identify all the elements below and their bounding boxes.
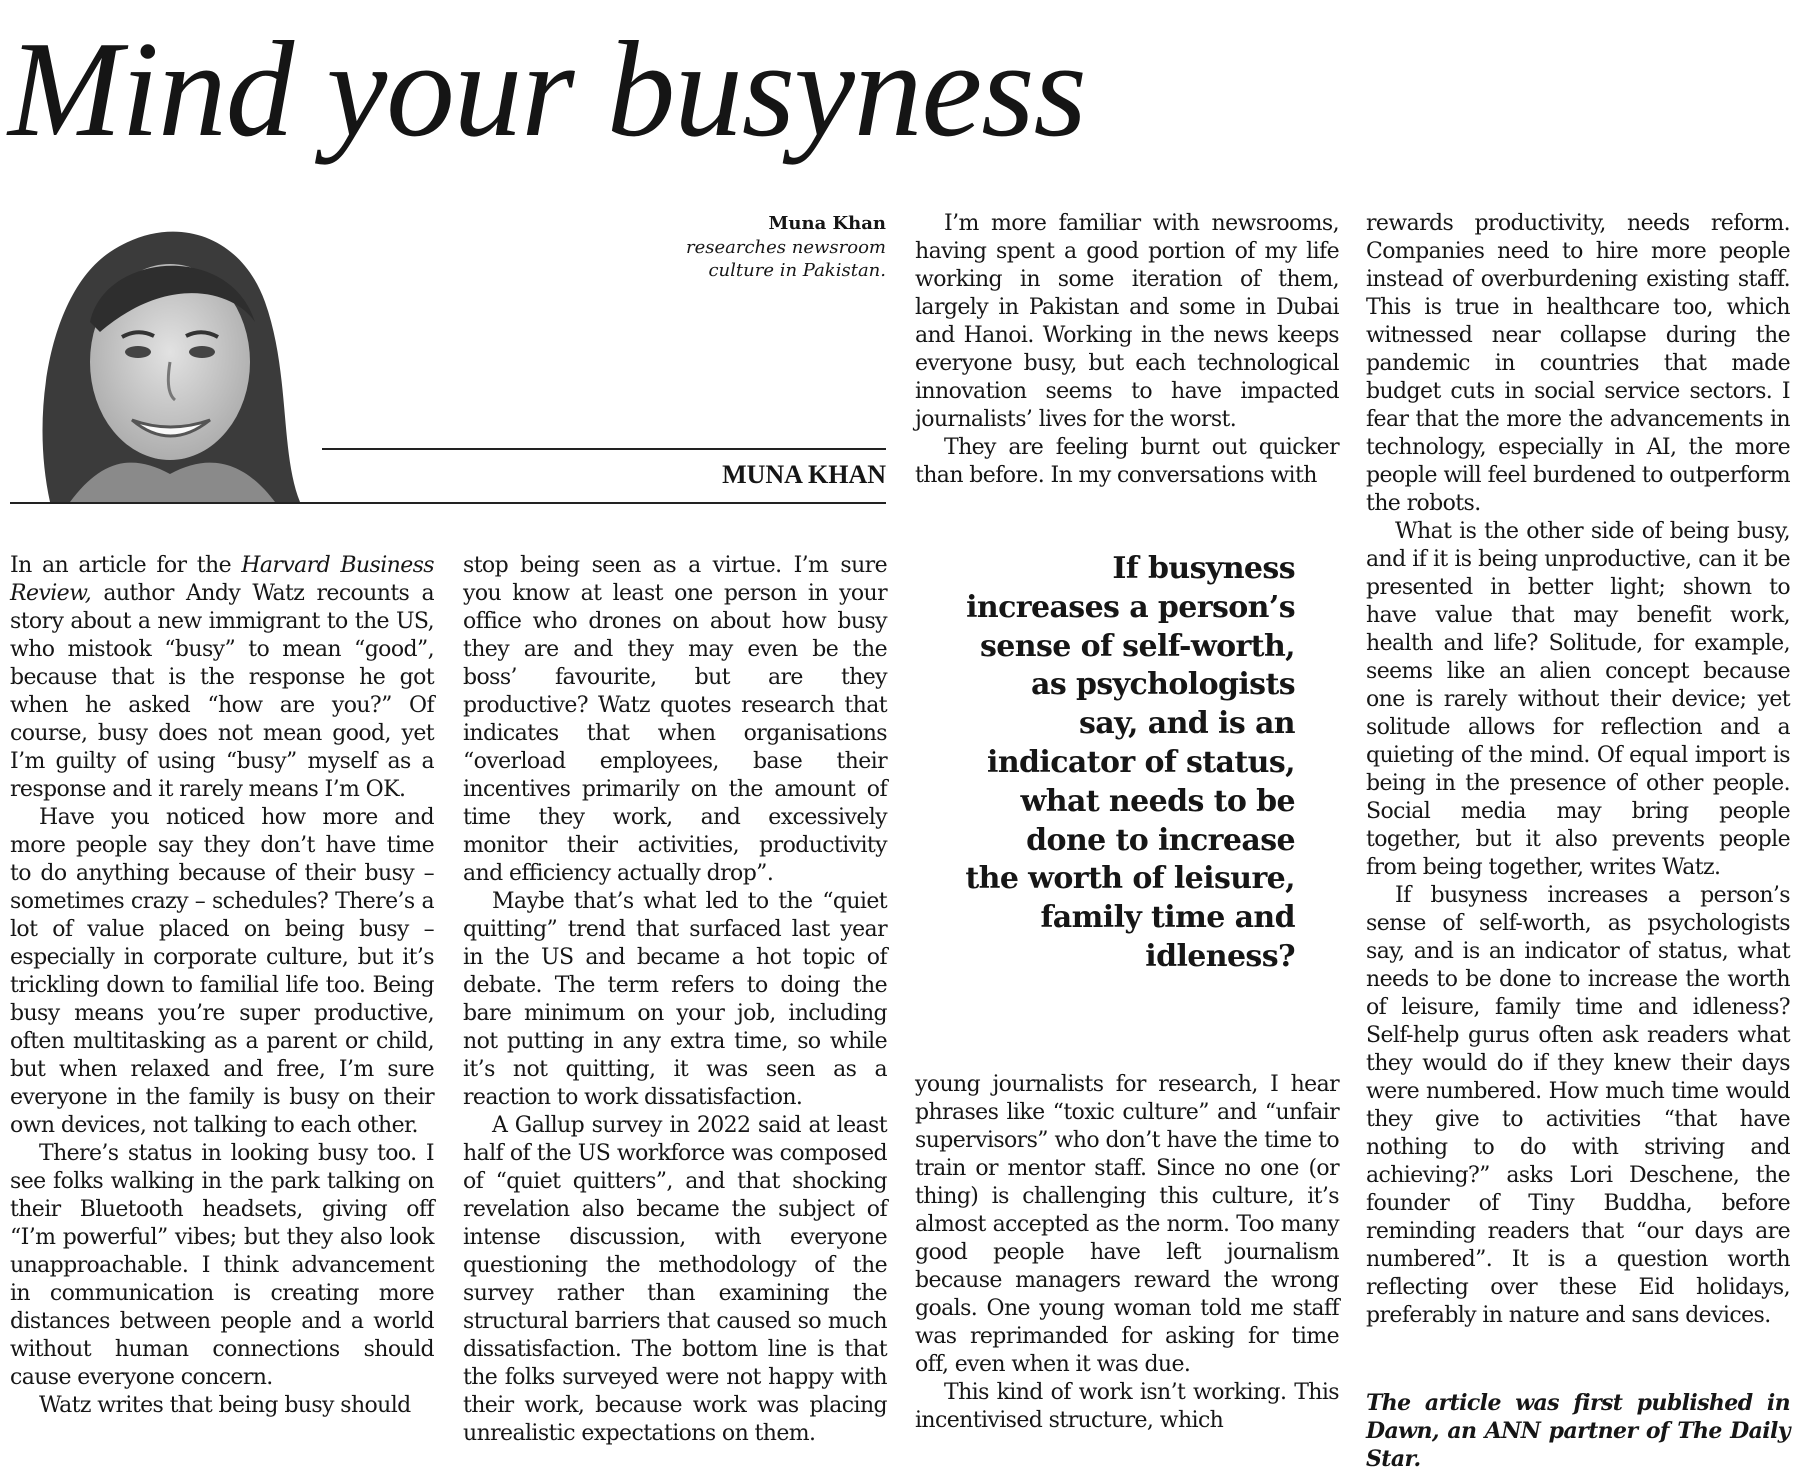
author-info (636, 212, 886, 282)
paragraph: They are feeling burnt out quicker than before. In my conversations with (915, 435, 1339, 488)
paragraph: If busyness increases a person’s sense of self-worth, as psychologists say, and is an indicator of status, what needs to be done to increase the worth of leisure, family time and idleness? Self-help gurus often ask readers what they would do if they knew their days were numbered. How much time would they give to activities “that have nothing to do with striving and achieving?” asks Lori Deschene, the founder of Tiny Buddha, before reminding readers that “our days are numbered”. It is a question worth reflecting over these Eid holidays, preferably in nature and sans devices. (1366, 883, 1790, 1328)
publication-credit: The article was first published in Dawn, an ANN partner of The Daily Star. (1366, 1390, 1790, 1472)
column-4 (1366, 210, 1790, 1330)
paragraph: There’s status in looking busy too. I see folks walking in the park talking on their Bluetooth headsets, giving off “I’m powerful” vibes; but they also look unapproachable. I think advancement in communication is creating more distances between people and a world without human connections should cause everyone concern. (10, 1141, 434, 1390)
paragraph: stop being seen as a virtue. I’m sure you know at least one person in your office who drones on about how busy they are and they may even be the boss’ favourite, but are they productive? Watz quotes research that indicates that when organisations “overload employees, base their incentives primarily on the amount of time they work, and excessively monitor their activities, productivity and efficiency actually drop”. (463, 553, 887, 886)
byline-rule-bottom (10, 502, 886, 504)
byline: MUNA KHAN (722, 460, 886, 489)
byline-rule-top (322, 448, 886, 450)
author-name: Muna Khan (768, 213, 886, 234)
column-2 (463, 552, 887, 1448)
publication-name: Harvard Business Review, (10, 553, 434, 606)
pull-quote: If busyness increases a person’s sense of self-worth, as psychologists say, and is an indicator of status, what needs to be done to increase the worth of leisure, family time and idleness? (965, 551, 1295, 974)
paragraph: Have you noticed how more and more people say they don’t have time to do anything because of their busy – sometimes crazy – schedules? There’s a lot of value placed on being busy – especially in corporate culture, but it’s trickling down to familial life too. Being busy means you’re super productive, often multitasking as a parent or child, but when relaxed and free, I’m sure everyone in the family is busy on their own devices, not talking to each other. (10, 805, 434, 1138)
paragraph: Maybe that’s what led to the “quiet quitting” trend that surfaced last year in the US and became a hot topic of debate. The term refers to doing the bare minimum on your job, including not putting in any extra time, so while it’s not quitting, it was seen as a reaction to work dissatisfaction. (463, 889, 887, 1110)
paragraph: young journalists for research, I hear phrases like “toxic culture” and “unfair supervisors” who don’t have the time to train or mentor staff. Since no one (or thing) is challenging this culture, it’s almost accepted as the norm. Too many good people have left journalism because managers reward the wrong goals. One young woman told me staff was reprimanded for asking for time off, even when it was due. (915, 1072, 1339, 1377)
paragraph: A Gallup survey in 2022 said at least half of the US workforce was composed of “quiet quitters”, and that shocking revelation also became the subject of intense discussion, with everyone questioning the methodology of the survey rather than examining the structural barriers that caused so much dissatisfaction. The bottom line is that the folks surveyed were not happy with their work, because work was placing unrealistic expectations on them. (463, 1113, 887, 1446)
author-bio-line-1: researches newsroom (685, 237, 886, 258)
paragraph: What is the other side of being busy, and if it is being unproductive, can it be presented in better light; shown to have value that may benefit work, health and life? Solitude, for example, seems like an alien concept because one is rarely without their device; yet solitude allows for reflection and a quieting of the mind. Of equal import is being in the presence of other people. Social media may bring people together, but it also prevents people from being together, writes Watz. (1366, 519, 1790, 880)
paragraph: In an article for the Harvard Business Review, author Andy Watz recounts a story about a new immigrant to the US, who mistook “busy” to mean “good”, because that is the response he got when he asked “how are you?” Of course, busy does not mean good, yet I’m guilty of using “busy” myself as a response and it rarely means I’m OK. (10, 553, 434, 802)
paragraph: This kind of work isn’t working. This incentivised structure, which (915, 1380, 1339, 1433)
author-bio-line-2: culture in Pakistan. (708, 260, 886, 281)
paragraph: Watz writes that being busy should (39, 1393, 411, 1418)
headline: Mind your busyness (8, 13, 1086, 165)
author-portrait (10, 212, 320, 502)
column-3-bottom (915, 1071, 1339, 1435)
column-3-top (915, 210, 1339, 490)
paragraph: rewards productivity, needs reform. Companies need to hire more people instead of overburdening existing staff. This is true in healthcare too, which witnessed near collapse during the pandemic in countries that made budget cuts in social service sectors. I fear that the more the advancements in technology, especially in AI, the more people will feel burdened to outperform the robots. (1366, 211, 1790, 516)
column-1 (10, 552, 434, 1420)
paragraph: I’m more familiar with newsrooms, having spent a good portion of my life working in some iteration of them, largely in Pakistan and some in Dubai and Hanoi. Working in the news keeps everyone busy, but each technological innovation seems to have impacted journalists’ lives for the worst. (915, 211, 1339, 432)
